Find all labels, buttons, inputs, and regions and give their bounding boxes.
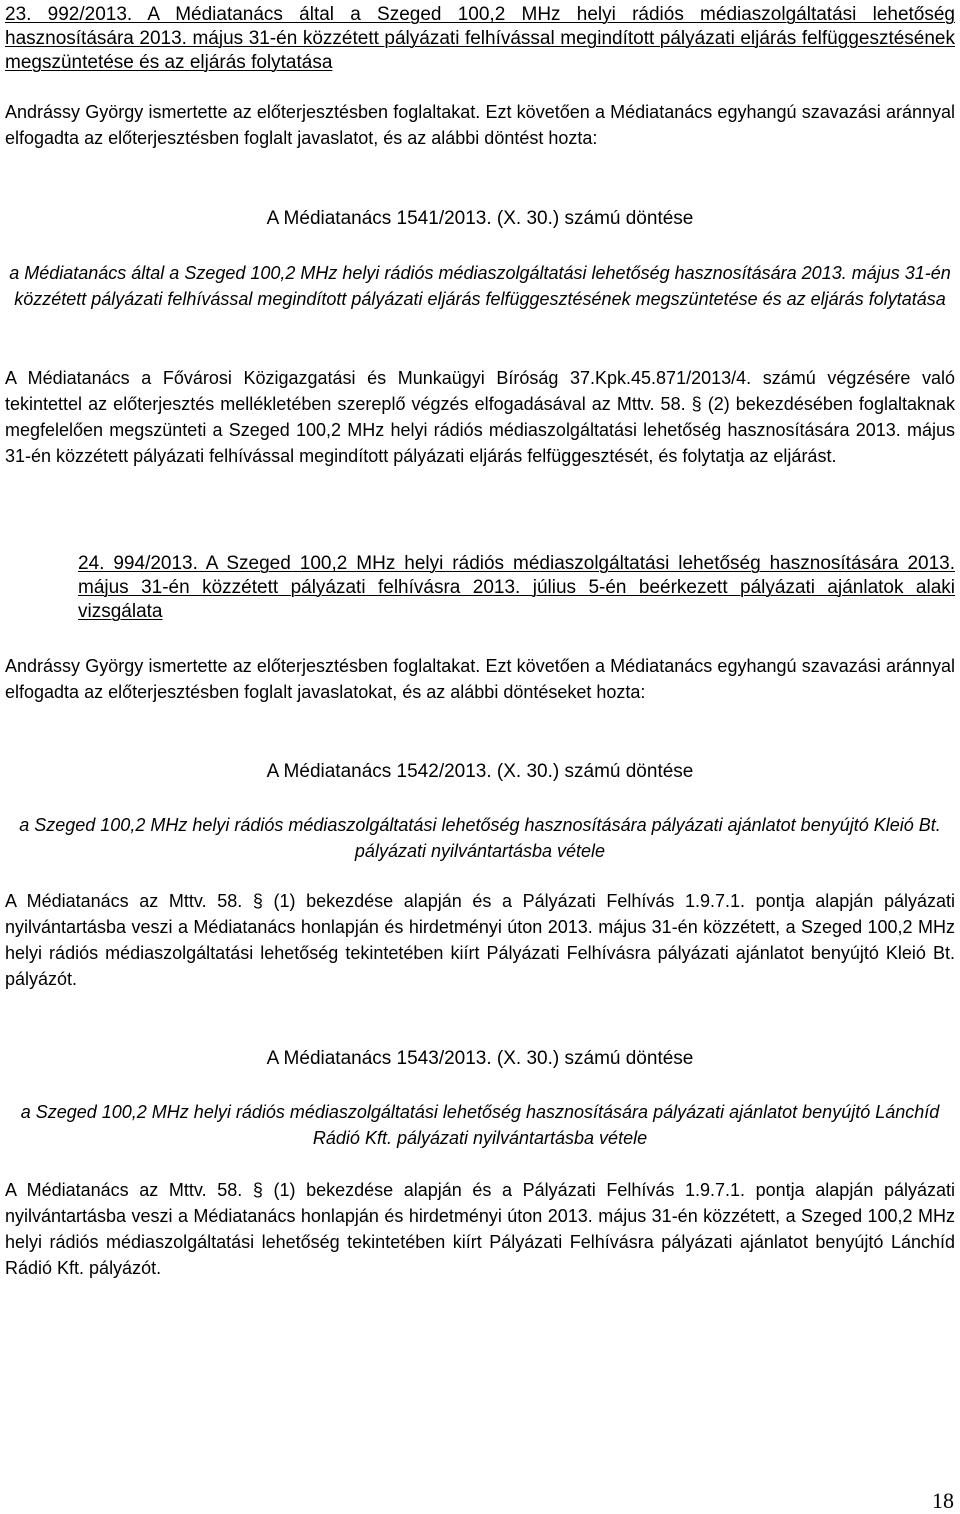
agenda-item-intro: Andrássy György ismertette az előterjesztésben foglaltakat. Ezt követően a Médiatanács egyhangú szavazási aránnyal elfogadta az előterjesztésben foglalt javaslatokat, és az alábbi döntéseket hozta: (5, 656, 955, 702)
decision-body: A Médiatanács az Mttv. 58. § (1) bekezdése alapján és a Pályázati Felhívás 1.9.7.1. pontja alapján pályázati nyilvántartásba veszi a Médiatanács honlapján és hirdetményi úton 2013. május 31-én közzétett, a Szeged 100,2 MHz helyi rádiós médiaszolgáltatási lehetőség tekintetében kiírt Pályázati Felhívásra pályázati ajánlatot benyújtó Kleió Bt. pályázót. (5, 891, 955, 989)
agenda-item-heading: 23. 992/2013. A Médiatanács által a Szeged 100,2 MHz helyi rádiós médiaszolgáltatási lehetőség hasznosítására 2013. május 31-én közzétett pályázati felhívással megindított pályázati eljárás felfüggesztésének megszüntetése és az eljárás folytatása (5, 4, 955, 73)
decision-body: A Médiatanács az Mttv. 58. § (1) bekezdése alapján és a Pályázati Felhívás 1.9.7.1. pontja alapján pályázati nyilvántartásba veszi a Médiatanács honlapján és hirdetményi úton 2013. május 31-én közzétett, a Szeged 100,2 MHz helyi rádiós médiaszolgáltatási lehetőség tekintetében kiírt Pályázati Felhívásra pályázati ajánlatot benyújtó Lánchíd Rádió Kft. pályázót. (5, 1180, 955, 1278)
decision-subtitle: a Szeged 100,2 MHz helyi rádiós médiaszolgáltatási lehetőség hasznosítására pályázati ajánlatot benyújtó Lánchíd Rádió Kft. pályázati nyilvántartásba vétele (20, 1102, 940, 1148)
decision-subtitle: a Szeged 100,2 MHz helyi rádiós médiaszolgáltatási lehetőség hasznosítására pályázati ajánlatot benyújtó Kleió Bt. pályázati nyilvántartásba vétele (19, 815, 941, 861)
decision-body: A Médiatanács a Fővárosi Közigazgatási és Munkaügyi Bíróság 37.Kpk.45.871/2013/4. számú végzésére való tekintettel az előterjesztés mellékletében szereplő végzés elfogadásával az Mttv. 58. § (2) bekezdésében foglaltaknak megfelelően megszünteti a Szeged 100,2 MHz helyi rádiós médiaszolgáltatási lehetőség hasznosítására 2013. május 31-én közzétett pályázati felhívással megindított pályázati eljárás felfüggesztését, és folytatja az eljárást. (5, 368, 955, 466)
decision-title: A Médiatanács 1542/2013. (X. 30.) számú döntése (266, 761, 694, 782)
decision-subtitle: a Médiatanács által a Szeged 100,2 MHz helyi rádiós médiaszolgáltatási lehetőség hasznosítására 2013. május 31-én közzétett pályázati felhívással megindított pályázati eljárás felfüggesztésének megszüntetése és az eljárás folytatása (9, 263, 951, 309)
decision-title: A Médiatanács 1543/2013. (X. 30.) számú döntése (266, 1048, 694, 1069)
decision-title: A Médiatanács 1541/2013. (X. 30.) számú döntése (266, 208, 694, 229)
page-number: 18 (932, 1488, 954, 1513)
agenda-item-intro: Andrássy György ismertette az előterjesztésben foglaltakat. Ezt követően a Médiatanács egyhangú szavazási aránnyal elfogadta az előterjesztésben foglalt javaslatot, és az alábbi döntést hozta: (5, 102, 955, 148)
agenda-item-heading: 24. 994/2013. A Szeged 100,2 MHz helyi rádiós médiaszolgáltatási lehetőség hasznosítására 2013. május 31-én közzétett pályázati felhívásra 2013. július 5-én beérkezett pályázati ajánlatok alaki vizsgálata (78, 553, 955, 622)
